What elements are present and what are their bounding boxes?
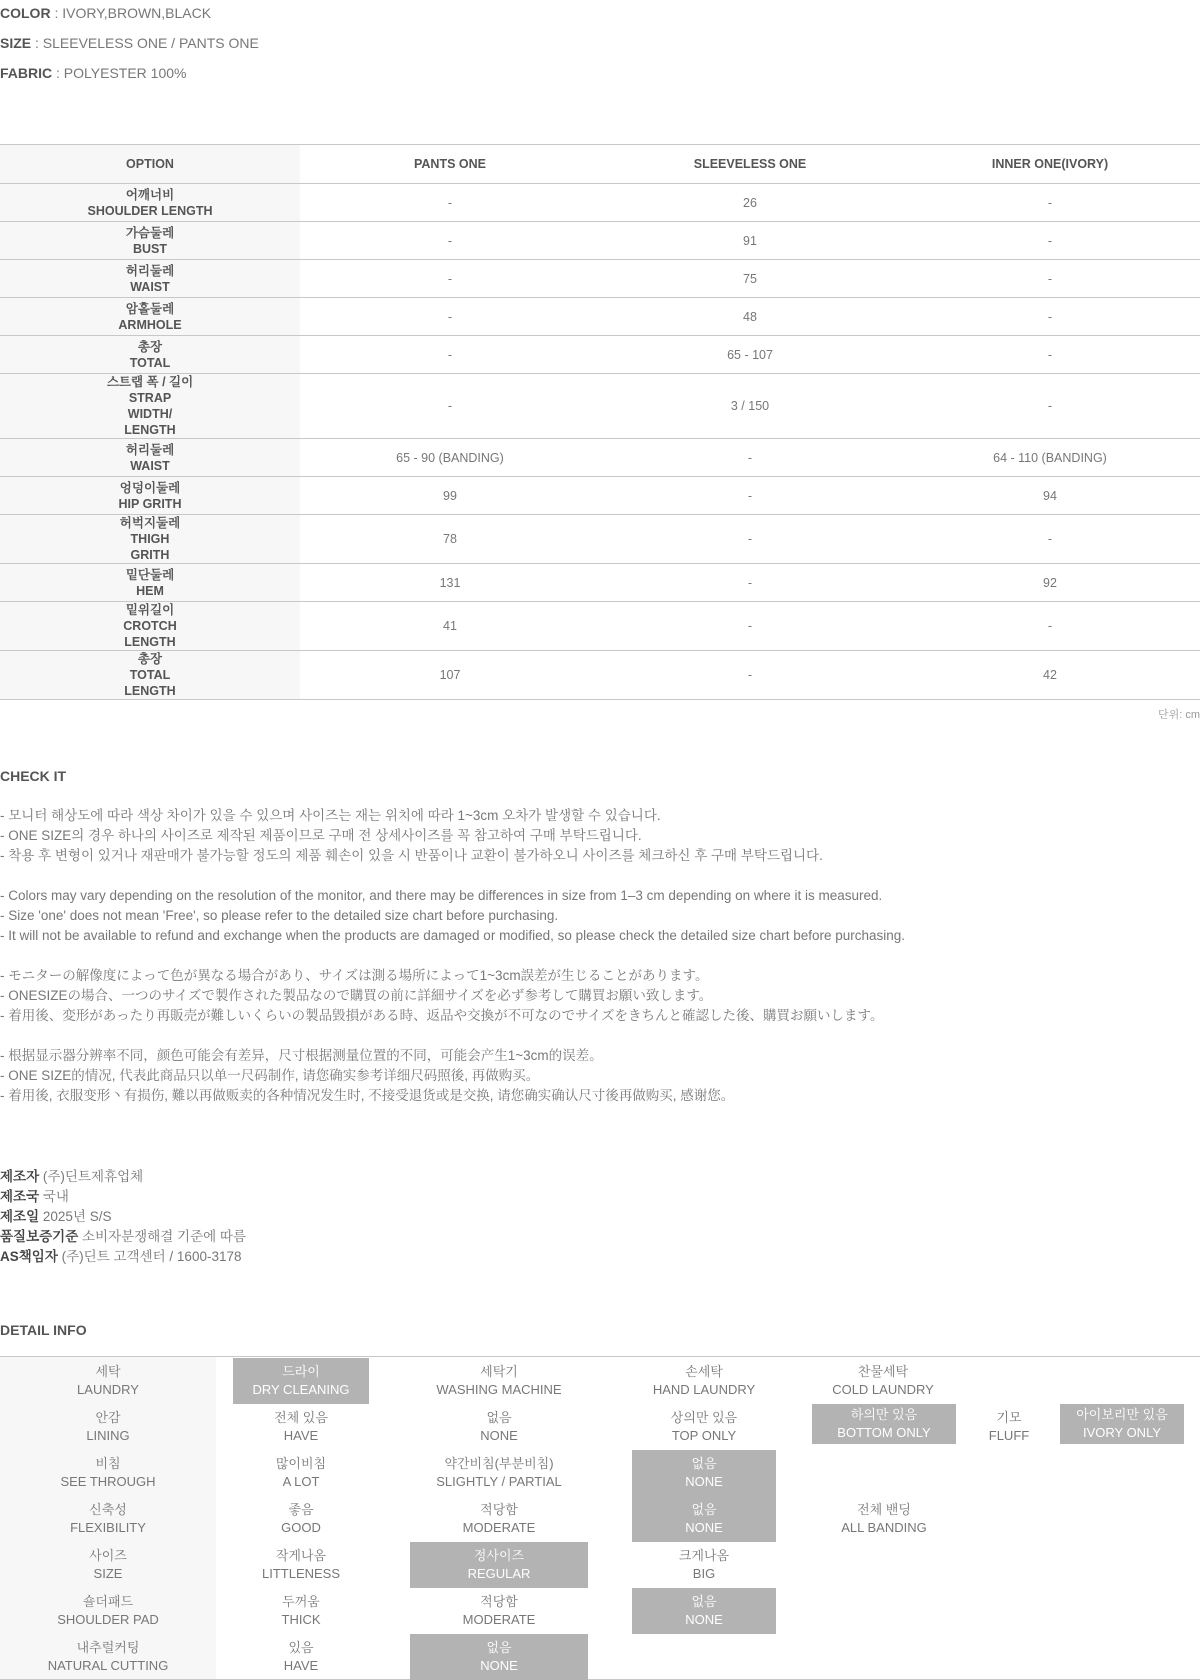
note-line: - 着用後、変形があったり再販売が難しいくらいの製品毀損がある時、返品や交換が不可なのでサイズをきちんと確認した後、購買お願いします。 (0, 1008, 884, 1023)
detail-option (233, 1450, 369, 1496)
detail-option (233, 1496, 369, 1542)
detail-option-korean: 정사이즈 (473, 1548, 525, 1563)
size-cell: 91 (600, 222, 900, 260)
detail-option-english: A LOT (282, 1474, 320, 1489)
row-header-korean: 암홀둘레 (125, 301, 175, 316)
detail-row-header (0, 1358, 216, 1404)
detail-option (410, 1450, 588, 1496)
detail-row-header (0, 1588, 216, 1634)
size-table-row (0, 602, 1200, 651)
size-table-body (0, 184, 1200, 700)
size-table-row (0, 439, 1200, 477)
detail-header-korean: 내추럴커팅 (76, 1640, 140, 1655)
note-line: - モニターの解像度によって色が異なる場合があり、サイズは測る場所によって1~3cm誤差が生じることがあります。 (0, 968, 709, 983)
detail-option-korean: 전체 밴딩 (857, 1502, 911, 1517)
size-cell: 92 (900, 564, 1200, 602)
detail-option-selected (632, 1588, 776, 1634)
row-header (0, 260, 300, 298)
maker-label: 품질보증기준 (0, 1229, 79, 1244)
detail-option (380, 1358, 618, 1404)
row-header (0, 564, 300, 602)
maker-value: (주)딘트 고객센터 / 1600-3178 (57, 1249, 242, 1264)
note-line: - ONESIZEの場合、一つのサイズで製作された製品なので購買の前に詳細サイズを必ず参考して購買お願い致します。 (0, 988, 713, 1003)
column-header-option: OPTION (0, 145, 300, 184)
spec-size (0, 30, 1200, 60)
check-it-notes (0, 806, 1200, 1126)
row-header-english: THIGH GRITH (130, 532, 170, 562)
size-cell: - (300, 298, 600, 336)
size-cell: 75 (600, 260, 900, 298)
detail-header-korean: 안감 (95, 1410, 121, 1425)
detail-option-korean: 전체 있음 (274, 1410, 328, 1425)
size-cell: 26 (600, 184, 900, 222)
detail-option-korean: 없음 (486, 1410, 512, 1425)
size-table-row (0, 564, 1200, 602)
size-cell: 64 - 110 (BANDING) (900, 439, 1200, 477)
maker-label: 제조자 (0, 1169, 40, 1184)
column-header-pants-one: PANTS ONE (300, 145, 600, 184)
maker-label: AS책임자 (0, 1249, 58, 1264)
size-cell: - (300, 260, 600, 298)
column-header-inner-one: INNER ONE(IVORY) (900, 145, 1200, 184)
detail-option-korean: 손세탁 (685, 1364, 723, 1379)
detail-header-english: LAUNDRY (77, 1382, 139, 1397)
size-table-row (0, 298, 1200, 336)
row-header-korean: 스트랩 폭 / 길이 (106, 375, 194, 389)
size-table-row (0, 222, 1200, 260)
detail-option-english: FLUFF (988, 1428, 1030, 1443)
maker-label: 제조일 (0, 1209, 40, 1224)
size-table-header-row (0, 145, 1200, 184)
maker-value: 국내 (39, 1189, 69, 1204)
detail-option-english: MODERATE (462, 1612, 536, 1627)
detail-header-korean: 숄더패드 (82, 1594, 134, 1609)
detail-option-english: MODERATE (462, 1520, 536, 1535)
detail-info-title: DETAIL INFO (0, 1322, 87, 1338)
detail-option-selected (410, 1634, 588, 1680)
maker-value: 2025년 S/S (39, 1209, 112, 1224)
detail-option-english: TOP ONLY (671, 1428, 737, 1443)
size-cell: - (600, 515, 900, 564)
detail-option-korean: 없음 (486, 1640, 512, 1655)
detail-option (233, 1542, 369, 1588)
maker-line (0, 1167, 246, 1187)
detail-option-english: GOOD (281, 1520, 321, 1535)
size-cell: - (900, 184, 1200, 222)
detail-header-english: FLEXIBILITY (70, 1520, 146, 1535)
detail-header-english: NATURAL CUTTING (47, 1658, 169, 1673)
size-table-row (0, 477, 1200, 515)
row-header-english: HIP GRITH (118, 496, 182, 511)
detail-row-header (0, 1496, 216, 1542)
size-cell: 65 - 107 (600, 336, 900, 374)
detail-option (812, 1496, 956, 1542)
size-cell: 41 (300, 602, 600, 651)
detail-option-english: IVORY ONLY (1082, 1425, 1162, 1440)
row-header (0, 298, 300, 336)
detail-header-korean: 신축성 (89, 1502, 127, 1517)
detail-option-english: ALL BANDING (841, 1520, 927, 1535)
spec-label: FABRIC (0, 65, 53, 81)
size-cell: - (300, 336, 600, 374)
detail-option-english: DRY CLEANING (252, 1382, 350, 1397)
detail-option-korean: 좋음 (288, 1502, 314, 1517)
maker-label: 제조국 (0, 1189, 40, 1204)
row-header (0, 336, 300, 374)
note-group (0, 1046, 1200, 1106)
size-cell: 107 (300, 651, 600, 700)
row-header-korean: 허리둘레 (125, 263, 175, 278)
size-cell: - (300, 184, 600, 222)
detail-row-header (0, 1404, 216, 1450)
note-group (0, 886, 1200, 946)
size-cell: - (900, 222, 1200, 260)
size-table (0, 144, 1200, 700)
row-header-korean: 가슴둘레 (125, 225, 175, 240)
detail-option-english: NONE (685, 1520, 723, 1535)
size-cell: - (300, 374, 600, 439)
detail-option-korean: 없음 (691, 1594, 717, 1609)
unit-label: 단위: cm (1157, 709, 1200, 721)
row-header-english: BUST (132, 241, 168, 256)
detail-option-korean: 세탁기 (480, 1364, 518, 1379)
detail-option (233, 1588, 369, 1634)
detail-option-selected (632, 1496, 776, 1542)
row-header-english: TOTAL LENGTH (124, 668, 176, 698)
note-line: - ONE SIZE的情况, 代表此商品只以单一尺码制作, 请您确实参考详细尺码照後, 再做购买。 (0, 1068, 540, 1083)
detail-option-english: COLD LAUNDRY (832, 1382, 934, 1397)
detail-option (233, 1634, 369, 1680)
detail-header-korean: 세탁 (95, 1364, 121, 1379)
detail-option (233, 1404, 369, 1450)
row-header-english: WAIST (130, 279, 170, 294)
detail-option-korean: 많이비침 (275, 1456, 327, 1471)
detail-row-header (0, 1542, 216, 1588)
detail-option-selected (410, 1542, 588, 1588)
row-header-english: STRAP WIDTH/ LENGTH (124, 391, 176, 437)
note-line: - 着用後, 衣服变形丶有损伤, 難以再做贩卖的各种情况发生时, 不接受退货或是交换, 请您确实确认尺寸後再做购买, 感谢您。 (0, 1088, 735, 1103)
row-header-korean: 어깨너비 (125, 187, 175, 202)
row-header (0, 477, 300, 515)
note-line: - 모니터 해상도에 따라 색상 차이가 있을 수 있으며 사이즈는 재는 위치에 따라 1~3cm 오차가 발생할 수 있습니다. (0, 808, 661, 823)
check-it-title: CHECK IT (0, 768, 67, 784)
note-line: - Size 'one' does not mean 'Free', so please refer to the detailed size chart before purchasing. (0, 908, 559, 923)
detail-option-english: LITTLENESS (261, 1566, 341, 1581)
row-header-english: HEM (136, 583, 164, 598)
detail-option-english: NONE (685, 1474, 723, 1489)
maker-info (0, 1167, 246, 1267)
row-header-korean: 허벅지둘레 (119, 516, 181, 530)
detail-option-korean: 하의만 있음 (850, 1407, 918, 1422)
detail-option (958, 1404, 1060, 1450)
detail-option-korean: 없음 (691, 1502, 717, 1517)
size-cell: - (900, 515, 1200, 564)
detail-option-selected (1060, 1404, 1184, 1444)
detail-option-korean: 아이보리만 있음 (1076, 1407, 1168, 1422)
detail-option-korean: 없음 (691, 1456, 717, 1471)
detail-row-header (0, 1634, 216, 1680)
detail-row-header (0, 1450, 216, 1496)
row-header-english: SHOULDER LENGTH (87, 203, 213, 218)
detail-option-selected (812, 1404, 956, 1444)
size-cell: - (600, 651, 900, 700)
detail-option-english: WASHING MACHINE (436, 1382, 562, 1397)
note-line: - 根据显示器分辨率不同，颜色可能会有差异，尺寸根据测量位置的不同，可能会产生1~3cm的误差。 (0, 1048, 603, 1063)
detail-option-english: HAVE (283, 1428, 319, 1443)
size-cell: - (900, 602, 1200, 651)
spec-value: : POLYESTER 100% (52, 65, 187, 81)
row-header-korean: 허리둘레 (125, 442, 175, 457)
detail-option (632, 1404, 776, 1450)
size-table-row (0, 260, 1200, 298)
row-header-english: CROTCH LENGTH (123, 619, 177, 649)
size-cell: 94 (900, 477, 1200, 515)
size-cell: - (600, 602, 900, 651)
column-header-sleeveless-one: SLEEVELESS ONE (600, 145, 900, 184)
detail-option-korean: 드라이 (282, 1364, 320, 1379)
spec-fabric (0, 60, 1200, 90)
detail-header-korean: 비침 (95, 1456, 121, 1471)
size-table-row (0, 374, 1200, 439)
row-header-korean: 총장 (137, 652, 163, 666)
size-cell: 99 (300, 477, 600, 515)
row-header-english: TOTAL (129, 355, 171, 370)
maker-value: (주)딘트제휴업체 (39, 1169, 144, 1184)
detail-option-korean: 적당함 (480, 1502, 518, 1517)
row-header (0, 222, 300, 260)
size-cell: - (900, 336, 1200, 374)
spec-value: : SLEEVELESS ONE / PANTS ONE (31, 35, 259, 51)
row-header (0, 184, 300, 222)
size-cell: - (900, 374, 1200, 439)
detail-option-korean: 상의만 있음 (670, 1410, 738, 1425)
detail-header-english: SEE THROUGH (60, 1474, 156, 1489)
detail-header-korean: 사이즈 (89, 1548, 127, 1563)
row-header-korean: 총장 (137, 339, 163, 354)
size-cell: 48 (600, 298, 900, 336)
detail-option-english: NONE (480, 1658, 518, 1673)
row-header (0, 439, 300, 477)
note-group (0, 966, 1200, 1026)
row-header-english: WAIST (130, 458, 170, 473)
size-table-row (0, 651, 1200, 700)
spec-label: SIZE (0, 35, 32, 51)
note-line: - It will not be available to refund and exchange when the products are damaged or modified, so please check the detailed size chart before purchasing. (0, 928, 906, 943)
row-header (0, 651, 300, 700)
detail-option-selected (233, 1358, 369, 1404)
note-group (0, 806, 1200, 866)
note-line: - Colors may vary depending on the resolution of the monitor, and there may be differences in size from 1–3 cm depending on where it is measured. (0, 888, 883, 903)
detail-option (410, 1588, 588, 1634)
size-cell: 131 (300, 564, 600, 602)
detail-option (632, 1542, 776, 1588)
note-line: - 착용 후 변형이 있거나 재판매가 불가능할 정도의 제품 훼손이 있을 시 반품이나 교환이 불가하오니 사이즈를 체크하신 후 구매 부탁드립니다. (0, 848, 823, 863)
detail-option-english: NONE (685, 1612, 723, 1627)
detail-option-korean: 있음 (288, 1640, 314, 1655)
size-table-row (0, 184, 1200, 222)
row-header (0, 602, 300, 651)
detail-option-korean: 찬물세탁 (857, 1364, 909, 1379)
detail-header-english: LINING (86, 1428, 130, 1443)
size-cell: - (300, 222, 600, 260)
detail-option (812, 1358, 954, 1404)
size-cell: - (900, 260, 1200, 298)
detail-option-korean: 약간비침(부분비침) (444, 1456, 554, 1471)
detail-option-english: NONE (480, 1428, 518, 1443)
spec-value: : IVORY,BROWN,BLACK (50, 5, 212, 21)
maker-line (0, 1187, 246, 1207)
detail-header-english: SHOULDER PAD (57, 1612, 159, 1627)
size-cell: 3 / 150 (600, 374, 900, 439)
size-table-row (0, 336, 1200, 374)
product-specs (0, 0, 1200, 90)
detail-option-english: REGULAR (467, 1566, 531, 1581)
detail-info-grid (0, 1356, 1200, 1680)
size-cell: - (600, 439, 900, 477)
size-cell: 78 (300, 515, 600, 564)
size-cell: - (900, 298, 1200, 336)
spec-color (0, 0, 1200, 30)
detail-option-korean: 크게나옴 (678, 1548, 730, 1563)
row-header-korean: 밑단둘레 (125, 567, 175, 582)
detail-option-english: HAND LAUNDRY (652, 1382, 756, 1397)
detail-option-korean: 적당함 (480, 1594, 518, 1609)
detail-option-english: BIG (692, 1566, 716, 1581)
detail-option-english: HAVE (283, 1658, 319, 1673)
maker-line (0, 1227, 246, 1247)
detail-option-english: SLIGHTLY / PARTIAL (436, 1474, 562, 1489)
row-header-korean: 엉덩이둘레 (119, 480, 181, 495)
detail-option (410, 1496, 588, 1542)
size-cell: - (600, 564, 900, 602)
size-cell: - (600, 477, 900, 515)
spec-label: COLOR (0, 5, 51, 21)
row-header (0, 515, 300, 564)
detail-option-korean: 두꺼움 (282, 1594, 320, 1609)
detail-option-korean: 기모 (996, 1410, 1022, 1425)
detail-option (632, 1358, 776, 1404)
size-cell: 42 (900, 651, 1200, 700)
row-header-korean: 밑위길이 (125, 603, 175, 617)
detail-option-korean: 작게나옴 (275, 1548, 327, 1563)
row-header-english: ARMHOLE (118, 317, 182, 332)
detail-option-english: BOTTOM ONLY (837, 1425, 931, 1440)
detail-option-english: THICK (281, 1612, 321, 1627)
maker-line (0, 1207, 246, 1227)
size-cell: 65 - 90 (BANDING) (300, 439, 600, 477)
row-header (0, 374, 300, 439)
maker-line (0, 1247, 246, 1267)
detail-header-english: SIZE (93, 1566, 123, 1581)
note-line: - ONE SIZE의 경우 하나의 사이즈로 제작된 제품이므로 구매 전 상세사이즈를 꼭 참고하여 구매 부탁드립니다. (0, 828, 642, 843)
detail-option (410, 1404, 588, 1450)
maker-value: 소비자분쟁해결 기준에 따름 (78, 1229, 246, 1244)
size-table-row (0, 515, 1200, 564)
